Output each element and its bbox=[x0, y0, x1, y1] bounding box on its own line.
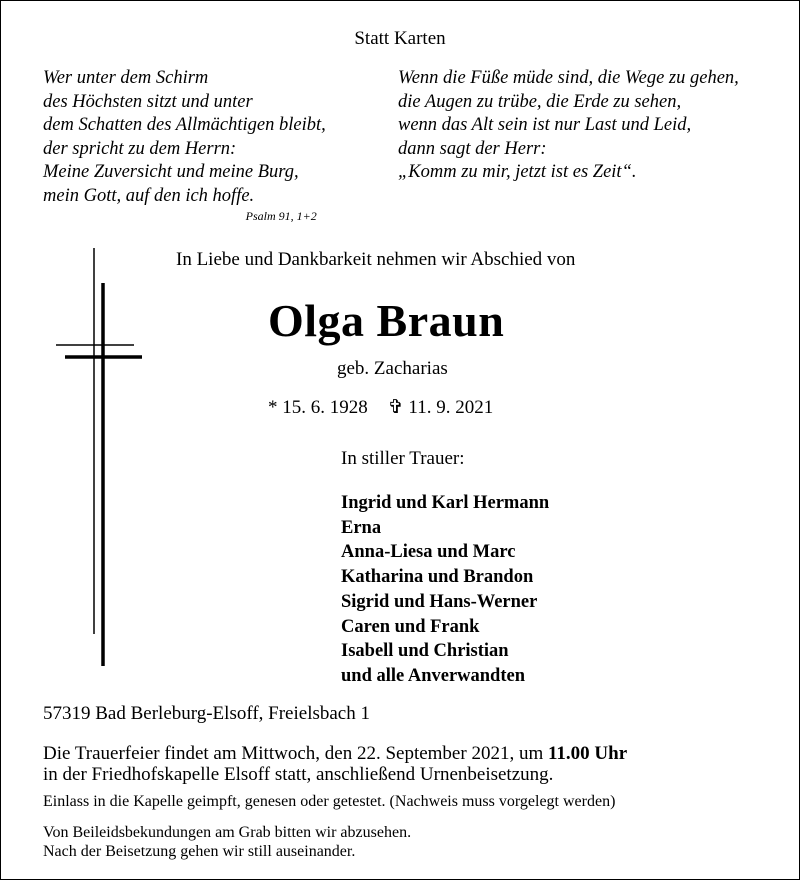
cross-icon bbox=[50, 248, 150, 670]
mourner-item: Caren und Frank bbox=[341, 616, 480, 637]
birth-name: geb. Zacharias bbox=[337, 358, 448, 379]
service-time: 11.00 Uhr bbox=[547, 743, 628, 764]
psalm-reference: Psalm 91, 1+2 bbox=[245, 209, 317, 223]
mourners-heading: In stiller Trauer: bbox=[341, 448, 465, 469]
service-date-text: Die Trauerfeier findet am Mittwoch, den 22. September 2021, um bbox=[43, 743, 548, 764]
death-date: ✞ 11. 9. 2021 bbox=[387, 397, 494, 418]
birth-date: * 15. 6. 1928 bbox=[268, 397, 368, 418]
verse-line: dem Schatten des Allmächtigen bleibt, bbox=[43, 115, 326, 135]
deceased-name: Olga Braun bbox=[268, 295, 505, 346]
entry-note: Einlass in die Kapelle geimpft, genesen oder getestet. (Nachweis muss vorgelegt werden) bbox=[43, 793, 616, 810]
farewell-intro: In Liebe und Dankbarkeit nehmen wir Abschied von bbox=[176, 249, 576, 270]
verse-line: dann sagt der Herr: bbox=[398, 138, 547, 159]
mourners-list bbox=[341, 491, 549, 689]
verse-line: „Komm zu mir, jetzt ist es Zeit“. bbox=[398, 162, 637, 182]
notice-heading: Statt Karten bbox=[354, 28, 446, 49]
psalm-verse bbox=[43, 67, 326, 224]
mourner-item: Katharina und Brandon bbox=[341, 567, 534, 588]
verse-line: Wer unter dem Schirm bbox=[43, 68, 209, 88]
mourner-item: Sigrid und Hans-Werner bbox=[341, 591, 538, 612]
address: 57319 Bad Berleburg-Elsoff, Freielsbach 1 bbox=[43, 703, 370, 724]
service-info bbox=[43, 743, 627, 785]
life-dates bbox=[268, 396, 493, 419]
verse-line: Wenn die Füße müde sind, die Wege zu gehen, bbox=[398, 68, 739, 88]
service-location: in der Friedhofskapelle Elsoff statt, anschließend Urnenbeisetzung. bbox=[43, 764, 554, 785]
verse-line: wenn das Alt sein ist nur Last und Leid, bbox=[398, 115, 692, 135]
poem-verse bbox=[398, 67, 739, 185]
final-note: Nach der Beisetzung gehen wir still auseinander. bbox=[43, 842, 356, 860]
final-note: Von Beileidsbekundungen am Grab bitten wir abzusehen. bbox=[43, 824, 412, 841]
final-notes bbox=[43, 824, 411, 861]
verse-line: des Höchsten sitzt und unter bbox=[43, 91, 253, 112]
mourner-item: Anna-Liesa und Marc bbox=[341, 542, 516, 563]
verse-line: der spricht zu dem Herrn: bbox=[43, 138, 237, 159]
mourner-item: Isabell und Christian bbox=[341, 641, 509, 662]
mourner-item: Erna bbox=[341, 517, 382, 538]
verse-line: Meine Zuversicht und meine Burg, bbox=[43, 162, 299, 182]
verse-line: mein Gott, auf den ich hoffe. bbox=[43, 185, 255, 206]
mourner-item: Ingrid und Karl Hermann bbox=[341, 493, 550, 513]
mourner-item: und alle Anverwandten bbox=[341, 665, 526, 686]
verse-line: die Augen zu trübe, die Erde zu sehen, bbox=[398, 91, 682, 112]
